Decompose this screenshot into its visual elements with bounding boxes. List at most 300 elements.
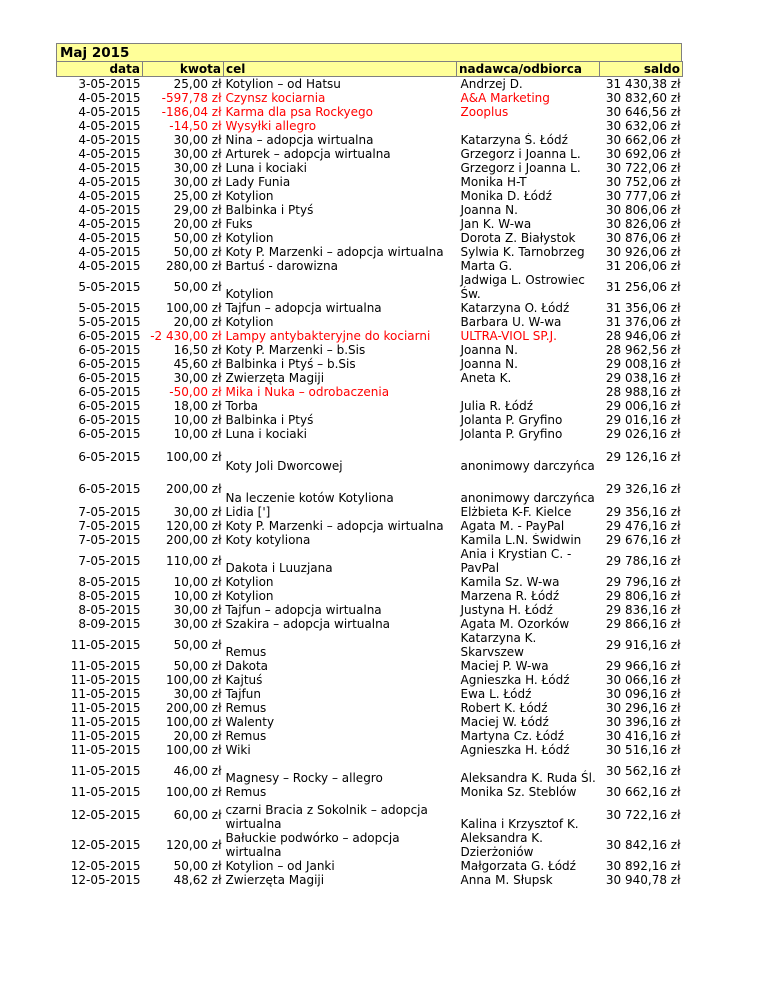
cell-party: Joanna N. xyxy=(460,203,518,217)
cell-party: Małgorzata G. Łódź xyxy=(460,859,576,873)
cell-balance: 30 826,06 zł xyxy=(605,217,681,231)
cell-balance: 31 430,38 zł xyxy=(605,77,681,91)
cell-date: 4-05-2015 xyxy=(78,203,141,217)
cell-party: Ania i Krystian C. - PavPal xyxy=(460,547,572,575)
cell-date: 8-09-2015 xyxy=(78,617,141,631)
cell-amount: -14,50 zł xyxy=(169,119,222,133)
cell-amount: 110,00 zł xyxy=(165,554,222,568)
cell-date: 8-05-2015 xyxy=(78,603,141,617)
cell-purpose: Luna i kociaki xyxy=(225,427,307,441)
table-row xyxy=(57,385,683,399)
cell-balance: 31 376,06 zł xyxy=(605,315,681,329)
cell-balance: 31 356,06 zł xyxy=(605,301,681,315)
cell-date: 4-05-2015 xyxy=(78,161,141,175)
table-row xyxy=(57,329,683,343)
cell-amount: 50,00 zł xyxy=(173,231,222,245)
cell-balance: 29 356,16 zł xyxy=(605,505,681,519)
cell-amount: 30,00 zł xyxy=(173,133,222,147)
cell-amount: 200,00 zł xyxy=(165,482,222,496)
table-row xyxy=(57,427,683,441)
cell-purpose: Koty P. Marzenki – adopcja wirtualna xyxy=(225,245,444,259)
table-row xyxy=(57,715,683,729)
header-date: data xyxy=(57,62,143,77)
cell-amount: 50,00 zł xyxy=(173,245,222,259)
cell-party: Anna M. Słupsk xyxy=(460,873,553,887)
table-row xyxy=(57,399,683,413)
cell-amount: 30,00 zł xyxy=(173,147,222,161)
cell-party: Sylwia K. Tarnobrzeg xyxy=(460,245,585,259)
cell-amount: 100,00 zł xyxy=(165,715,222,729)
cell-party: Dorota Z. Białystok xyxy=(460,231,576,245)
cell-party: Kalina i Krzysztof K. xyxy=(460,817,579,831)
cell-date: 11-05-2015 xyxy=(70,764,141,778)
cell-purpose: Czynsz kociarnia xyxy=(225,91,326,105)
cell-balance: 28 962,56 zł xyxy=(605,343,681,357)
cell-party: Robert K. Łódź xyxy=(460,701,548,715)
cell-amount: 30,00 zł xyxy=(173,603,222,617)
cell-amount: 46,00 zł xyxy=(173,764,222,778)
cell-party: Martyna Cz. Łódź xyxy=(460,729,565,743)
cell-amount: 50,00 zł xyxy=(173,280,222,294)
cell-party: Katarzyna Ś. Łódź xyxy=(460,133,568,147)
cell-party: Zooplus xyxy=(460,105,509,119)
cell-balance: 29 026,16 zł xyxy=(605,427,681,441)
cell-date: 4-05-2015 xyxy=(78,231,141,245)
table-row xyxy=(57,413,683,427)
cell-date: 11-05-2015 xyxy=(70,687,141,701)
cell-amount: -186,04 zł xyxy=(161,105,222,119)
cell-party: Jadwiga L. Ostrowiec Św. xyxy=(460,273,585,301)
cell-purpose: Balbinka i Ptyś xyxy=(225,203,314,217)
table-row xyxy=(57,547,683,575)
cell-amount: 280,00 zł xyxy=(165,259,222,273)
cell-date: 12-05-2015 xyxy=(70,859,141,873)
cell-party: Andrzej D. xyxy=(460,77,523,91)
table-row xyxy=(57,687,683,701)
table-row xyxy=(57,371,683,385)
cell-purpose: Zwierzęta Magiji xyxy=(225,873,325,887)
cell-party: Maciej P. W-wa xyxy=(460,659,549,673)
cell-amount: 50,00 zł xyxy=(173,638,222,652)
cell-party: Monika H-T xyxy=(460,175,527,189)
transactions-table xyxy=(56,61,683,887)
cell-party: Barbara U. W-wa xyxy=(460,315,562,329)
cell-party: Justyna H. Łódź xyxy=(460,603,553,617)
table-row xyxy=(57,245,683,259)
cell-purpose: Kajtuś xyxy=(225,673,263,687)
table-row xyxy=(57,575,683,589)
cell-purpose: Remus xyxy=(225,645,267,659)
cell-amount: 25,00 zł xyxy=(173,77,222,91)
cell-balance: 30 692,06 zł xyxy=(605,147,681,161)
cell-balance: 30 662,16 zł xyxy=(605,785,681,799)
cell-purpose: Magnesy – Rocky – allegro xyxy=(225,771,383,785)
cell-party: Agata M. Ozorków xyxy=(460,617,570,631)
cell-balance: 29 866,16 zł xyxy=(605,617,681,631)
cell-balance: 29 126,16 zł xyxy=(605,450,681,464)
cell-date: 8-05-2015 xyxy=(78,575,141,589)
cell-date: 5-05-2015 xyxy=(78,280,141,294)
table-row xyxy=(57,603,683,617)
cell-party: Elżbieta K-F. Kielce xyxy=(460,505,572,519)
table-row xyxy=(57,473,683,505)
cell-party: anonimowy darczyńca xyxy=(460,459,595,473)
cell-balance: 30 296,16 zł xyxy=(605,701,681,715)
cell-balance: 30 722,06 zł xyxy=(605,161,681,175)
cell-balance: 30 516,16 zł xyxy=(605,743,681,757)
cell-date: 4-05-2015 xyxy=(78,259,141,273)
cell-party: Kamila Sz. W-wa xyxy=(460,575,560,589)
table-row xyxy=(57,831,683,859)
table-row xyxy=(57,105,683,119)
cell-party: Maciej W. Łódź xyxy=(460,715,549,729)
cell-balance: 31 256,06 zł xyxy=(605,280,681,294)
cell-purpose: Arturek – adopcja wirtualna xyxy=(225,147,391,161)
cell-party: Kamila L.N. Świdwin xyxy=(460,533,582,547)
cell-party: anonimowy darczyńca xyxy=(460,491,595,505)
cell-date: 4-05-2015 xyxy=(78,119,141,133)
cell-amount: 100,00 zł xyxy=(165,743,222,757)
cell-balance: 30 940,78 zł xyxy=(605,873,681,887)
table-row xyxy=(57,505,683,519)
table-row xyxy=(57,659,683,673)
cell-purpose: Lampy antybakteryjne do kociarni xyxy=(225,329,431,343)
cell-purpose: Balbinka i Ptyś xyxy=(225,413,314,427)
table-row xyxy=(57,259,683,273)
cell-amount: -50,00 zł xyxy=(169,385,222,399)
cell-amount: 120,00 zł xyxy=(165,838,222,852)
cell-date: 11-05-2015 xyxy=(70,785,141,799)
cell-amount: 45,60 zł xyxy=(173,357,222,371)
cell-party xyxy=(457,385,600,399)
table-row xyxy=(57,729,683,743)
cell-amount: 18,00 zł xyxy=(173,399,222,413)
table-row xyxy=(57,315,683,329)
cell-date: 5-05-2015 xyxy=(78,315,141,329)
cell-purpose: Zwierzęta Magiji xyxy=(225,371,325,385)
cell-party: Marta G. xyxy=(460,259,513,273)
cell-party: Aleksandra K. Ruda Śl. xyxy=(460,771,596,785)
cell-amount: 100,00 zł xyxy=(165,673,222,687)
cell-amount: 10,00 zł xyxy=(173,427,222,441)
table-row xyxy=(57,617,683,631)
table-row xyxy=(57,757,683,785)
cell-purpose: Dakota xyxy=(225,659,269,673)
cell-amount: 20,00 zł xyxy=(173,729,222,743)
cell-date: 7-05-2015 xyxy=(78,554,141,568)
cell-balance: 29 966,16 zł xyxy=(605,659,681,673)
cell-balance: 29 326,16 zł xyxy=(605,482,681,496)
cell-party: Agnieszka H. Łódź xyxy=(460,743,570,757)
cell-amount: 200,00 zł xyxy=(165,533,222,547)
table-row xyxy=(57,203,683,217)
cell-balance: 30 876,06 zł xyxy=(605,231,681,245)
cell-amount: 16,50 zł xyxy=(173,343,222,357)
cell-date: 11-05-2015 xyxy=(70,715,141,729)
cell-amount: 200,00 zł xyxy=(165,701,222,715)
cell-purpose: Fuks xyxy=(225,217,253,231)
cell-balance: 28 988,16 zł xyxy=(605,385,681,399)
cell-purpose: Bałuckie podwórko – adopcja wirtualna xyxy=(225,831,400,859)
cell-amount: 10,00 zł xyxy=(173,589,222,603)
table-row xyxy=(57,533,683,547)
cell-date: 4-05-2015 xyxy=(78,175,141,189)
month-title: Maj 2015 xyxy=(56,43,682,61)
cell-party: Katarzyna K. Skarvszew xyxy=(460,631,537,659)
cell-purpose: Koty P. Marzenki – b.Sis xyxy=(225,343,366,357)
cell-purpose: Koty Joli Dworcowej xyxy=(225,459,343,473)
cell-date: 6-05-2015 xyxy=(78,385,141,399)
cell-balance: 30 806,06 zł xyxy=(605,203,681,217)
cell-balance: 29 038,16 zł xyxy=(605,371,681,385)
cell-amount: 10,00 zł xyxy=(173,413,222,427)
cell-balance: 29 836,16 zł xyxy=(605,603,681,617)
cell-date: 6-05-2015 xyxy=(78,329,141,343)
cell-amount: 100,00 zł xyxy=(165,450,222,464)
cell-purpose: Tajfun – adopcja wirtualna xyxy=(225,301,382,315)
cell-party: Aleksandra K. Dzierżoniów xyxy=(460,831,543,859)
table-row xyxy=(57,673,683,687)
cell-date: 4-05-2015 xyxy=(78,91,141,105)
cell-date: 8-05-2015 xyxy=(78,589,141,603)
cell-date: 6-05-2015 xyxy=(78,427,141,441)
cell-amount: 10,00 zł xyxy=(173,575,222,589)
cell-date: 5-05-2015 xyxy=(78,301,141,315)
transactions-body xyxy=(57,77,683,888)
table-row xyxy=(57,441,683,473)
cell-amount: 30,00 zł xyxy=(173,371,222,385)
cell-balance: 30 066,16 zł xyxy=(605,673,681,687)
cell-date: 11-05-2015 xyxy=(70,638,141,652)
table-row xyxy=(57,701,683,715)
header-row xyxy=(57,62,683,77)
cell-date: 12-05-2015 xyxy=(70,873,141,887)
cell-date: 11-05-2015 xyxy=(70,701,141,715)
cell-party: Monika D. Łódź xyxy=(460,189,552,203)
table-row xyxy=(57,77,683,92)
cell-amount: -597,78 zł xyxy=(161,91,222,105)
cell-purpose: Remus xyxy=(225,785,267,799)
cell-amount: 20,00 zł xyxy=(173,315,222,329)
cell-purpose: Kotylion xyxy=(225,589,274,603)
cell-date: 12-05-2015 xyxy=(70,838,141,852)
cell-amount: 50,00 zł xyxy=(173,859,222,873)
cell-party: Grzegorz i Joanna L. xyxy=(460,161,581,175)
table-row xyxy=(57,785,683,799)
cell-purpose: czarni Bracia z Sokolnik – adopcja wirtualna xyxy=(225,803,428,831)
cell-balance: 30 396,16 zł xyxy=(605,715,681,729)
cell-amount: 48,62 zł xyxy=(173,873,222,887)
cell-purpose: Remus xyxy=(225,701,267,715)
cell-balance: 29 806,16 zł xyxy=(605,589,681,603)
cell-balance: 30 096,16 zł xyxy=(605,687,681,701)
cell-purpose: Tajfun – adopcja wirtualna xyxy=(225,603,382,617)
cell-balance: 29 006,16 zł xyxy=(605,399,681,413)
table-row xyxy=(57,175,683,189)
cell-party: Jolanta P. Gryfino xyxy=(460,427,563,441)
cell-balance: 29 476,16 zł xyxy=(605,519,681,533)
cell-date: 6-05-2015 xyxy=(78,399,141,413)
cell-party: Monika Sz. Steblów xyxy=(460,785,577,799)
cell-balance: 30 926,06 zł xyxy=(605,245,681,259)
cell-date: 7-05-2015 xyxy=(78,533,141,547)
cell-date: 4-05-2015 xyxy=(78,133,141,147)
table-row xyxy=(57,147,683,161)
table-row xyxy=(57,119,683,133)
table-row xyxy=(57,161,683,175)
cell-party: Marzena R. Łódź xyxy=(460,589,560,603)
cell-date: 4-05-2015 xyxy=(78,189,141,203)
cell-date: 11-05-2015 xyxy=(70,673,141,687)
cell-amount: 30,00 zł xyxy=(173,161,222,175)
cell-balance: 29 676,16 zł xyxy=(605,533,681,547)
cell-amount: 30,00 zł xyxy=(173,505,222,519)
header-amount: kwota xyxy=(143,62,224,77)
header-purpose: cel xyxy=(224,62,457,77)
ledger-sheet xyxy=(56,43,682,887)
cell-purpose: Na leczenie kotów Kotyliona xyxy=(225,491,394,505)
cell-purpose: Mika i Nuka – odrobaczenia xyxy=(225,385,390,399)
cell-amount: 25,00 zł xyxy=(173,189,222,203)
cell-date: 6-05-2015 xyxy=(78,357,141,371)
cell-date: 3-05-2015 xyxy=(78,77,141,91)
cell-party: Agnieszka H. Łódź xyxy=(460,673,570,687)
cell-party: Ewa L. Łódź xyxy=(460,687,532,701)
cell-party: Aneta K. xyxy=(460,371,512,385)
table-row xyxy=(57,519,683,533)
cell-balance: 30 777,06 zł xyxy=(605,189,681,203)
cell-date: 11-05-2015 xyxy=(70,659,141,673)
cell-date: 4-05-2015 xyxy=(78,147,141,161)
cell-amount: 30,00 zł xyxy=(173,617,222,631)
cell-date: 4-05-2015 xyxy=(78,217,141,231)
cell-balance: 30 842,16 zł xyxy=(605,838,681,852)
header-balance: saldo xyxy=(600,62,683,77)
cell-party: ULTRA-VIOL SP.J. xyxy=(460,329,557,343)
cell-purpose: Lady Funia xyxy=(225,175,291,189)
cell-party: A&A Marketing xyxy=(460,91,550,105)
cell-purpose: Dakota i Luuzjana xyxy=(225,561,333,575)
cell-purpose: Kotylion – od Hatsu xyxy=(225,77,341,91)
cell-amount: 29,00 zł xyxy=(173,203,222,217)
cell-amount: 50,00 zł xyxy=(173,659,222,673)
cell-balance: 29 008,16 zł xyxy=(605,357,681,371)
cell-amount: 20,00 zł xyxy=(173,217,222,231)
cell-amount: 100,00 zł xyxy=(165,301,222,315)
cell-amount: 100,00 zł xyxy=(165,785,222,799)
cell-balance: 29 786,16 zł xyxy=(605,554,681,568)
table-row xyxy=(57,343,683,357)
table-row xyxy=(57,231,683,245)
cell-amount: 120,00 zł xyxy=(165,519,222,533)
cell-balance: 29 916,16 zł xyxy=(605,638,681,652)
cell-purpose: Lidia ['] xyxy=(225,505,271,519)
cell-balance: 30 562,16 zł xyxy=(605,764,681,778)
cell-balance: 30 662,06 zł xyxy=(605,133,681,147)
cell-purpose: Koty P. Marzenki – adopcja wirtualna xyxy=(225,519,444,533)
table-row xyxy=(57,799,683,831)
cell-purpose: Torba xyxy=(225,399,259,413)
cell-purpose: Kotylion xyxy=(225,315,274,329)
cell-party: Katarzyna O. Łódź xyxy=(460,301,570,315)
cell-date: 6-05-2015 xyxy=(78,343,141,357)
cell-party: Agata M. - PayPal xyxy=(460,519,565,533)
cell-purpose: Wiki xyxy=(225,743,251,757)
cell-amount: -2 430,00 zł xyxy=(150,329,222,343)
cell-amount: 60,00 zł xyxy=(173,808,222,822)
cell-purpose: Tajfun xyxy=(225,687,261,701)
cell-date: 6-05-2015 xyxy=(78,413,141,427)
cell-date: 7-05-2015 xyxy=(78,505,141,519)
cell-purpose: Luna i kociaki xyxy=(225,161,307,175)
cell-purpose: Kotylion xyxy=(225,189,274,203)
header-party: nadawca/odbiorca xyxy=(457,62,600,77)
table-row xyxy=(57,631,683,659)
cell-balance: 30 752,06 zł xyxy=(605,175,681,189)
cell-purpose: Balbinka i Ptyś – b.Sis xyxy=(225,357,356,371)
cell-date: 11-05-2015 xyxy=(70,729,141,743)
cell-party: Julia R. Łódź xyxy=(460,399,534,413)
cell-purpose: Walenty xyxy=(225,715,275,729)
cell-balance: 30 632,06 zł xyxy=(605,119,681,133)
cell-balance: 30 722,16 zł xyxy=(605,808,681,822)
cell-purpose: Kotylion xyxy=(225,575,274,589)
table-row xyxy=(57,873,683,887)
cell-balance: 28 946,06 zł xyxy=(605,329,681,343)
cell-date: 6-05-2015 xyxy=(78,450,141,464)
cell-purpose: Koty kotyliona xyxy=(225,533,311,547)
table-row xyxy=(57,189,683,203)
table-row xyxy=(57,859,683,873)
cell-date: 4-05-2015 xyxy=(78,105,141,119)
cell-date: 6-05-2015 xyxy=(78,482,141,496)
cell-party: Joanna N. xyxy=(460,343,518,357)
cell-date: 4-05-2015 xyxy=(78,245,141,259)
cell-party: Jolanta P. Gryfino xyxy=(460,413,563,427)
table-row xyxy=(57,301,683,315)
cell-purpose: Kotylion – od Janki xyxy=(225,859,335,873)
cell-party: Grzegorz i Joanna L. xyxy=(460,147,581,161)
table-row xyxy=(57,273,683,301)
cell-amount: 30,00 zł xyxy=(173,687,222,701)
cell-purpose: Szakira – adopcja wirtualna xyxy=(225,617,391,631)
table-row xyxy=(57,589,683,603)
cell-purpose: Karma dla psa Rockyego xyxy=(225,105,373,119)
cell-party xyxy=(457,119,600,133)
cell-date: 6-05-2015 xyxy=(78,371,141,385)
cell-date: 7-05-2015 xyxy=(78,519,141,533)
cell-purpose: Kotylion xyxy=(225,287,274,301)
cell-date: 11-05-2015 xyxy=(70,743,141,757)
table-row xyxy=(57,133,683,147)
table-row xyxy=(57,357,683,371)
cell-balance: 30 646,56 zł xyxy=(605,105,681,119)
cell-balance: 30 832,60 zł xyxy=(605,91,681,105)
cell-balance: 30 892,16 zł xyxy=(605,859,681,873)
cell-purpose: Bartuś - darowizna xyxy=(225,259,338,273)
cell-party: Joanna N. xyxy=(460,357,518,371)
cell-purpose: Wysyłki allegro xyxy=(225,119,317,133)
cell-balance: 31 206,06 zł xyxy=(605,259,681,273)
table-row xyxy=(57,217,683,231)
cell-purpose: Kotylion xyxy=(225,231,274,245)
cell-amount: 30,00 zł xyxy=(173,175,222,189)
cell-purpose: Remus xyxy=(225,729,267,743)
cell-purpose: Nina – adopcja wirtualna xyxy=(225,133,374,147)
cell-date: 12-05-2015 xyxy=(70,808,141,822)
cell-party: Jan K. W-wa xyxy=(460,217,532,231)
cell-balance: 29 796,16 zł xyxy=(605,575,681,589)
